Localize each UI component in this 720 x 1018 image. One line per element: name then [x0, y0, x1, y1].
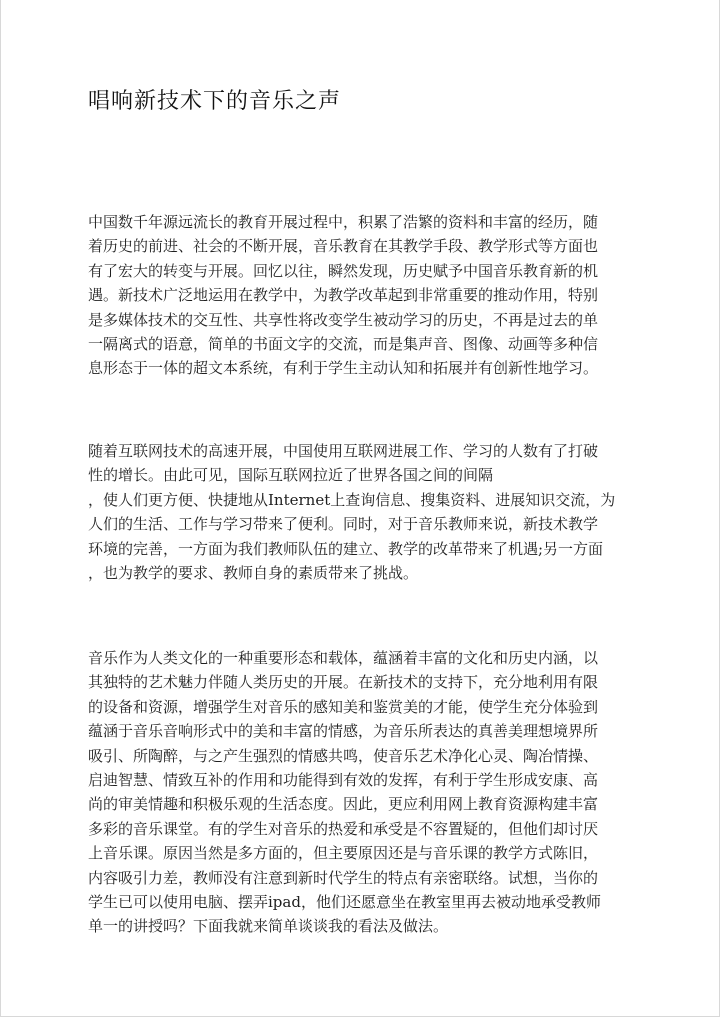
paragraph-line: 中国数千年源远流长的教育开展过程中，积累了浩繁的资料和丰富的经历，随 [88, 213, 599, 231]
document-title: 唱响新技术下的音乐之声 [88, 89, 342, 114]
paragraph-line: 着历史的前进、社会的不断开展，音乐教育在其教学手段、教学形式等方面也 [88, 237, 599, 256]
paragraph-2 [88, 439, 632, 585]
paragraph-line: 尚的审美情趣和积极乐观的生活态度。因此，更应利用网上教育资源构建丰富 [88, 795, 599, 814]
paragraph-line: 音乐作为人类文化的一种重要形态和载体，蕴涵着丰富的文化和历史内涵，以 [88, 649, 599, 667]
paragraph-line: 吸引、所陶醉，与之产生强烈的情感共鸣，使音乐艺术净化心灵、陶冶情操、 [88, 746, 599, 765]
paragraph-line: 性的增长。由此可见，国际互联网拉近了世界各国之间的间隔 [88, 466, 494, 485]
paragraph-line: 有了宏大的转变与开展。回忆以往，瞬然发现，历史赋予中国音乐教育新的机 [88, 261, 599, 280]
paragraph-line: 环境的完善，一方面为我们教师队伍的建立、教学的改革带来了机遇;另一方面 [88, 539, 604, 558]
paragraph-line: 是多媒体技术的交互性、共享性将改变学生被动学习的历史，不再是过去的单 [88, 310, 599, 329]
paragraph-line: ，使人们更方便、快捷地从Internet上查询信息、搜集资料、进展知识交流，为 [88, 490, 616, 509]
paragraph-line: 上音乐课。原因当然是多方面的，但主要原因还是与音乐课的教学方式陈旧， [88, 844, 599, 863]
paragraph-line: 其独特的艺术魅力伴随人类历史的开展。在新技术的支持下，充分地利用有限 [88, 673, 599, 692]
paragraph-line: 蕴涵于音乐音响形式中的美和丰富的情感，为音乐所表达的真善美理想境界所 [88, 722, 599, 741]
paragraph-line: 学生已可以使用电脑、摆弄ipad，他们还愿意坐在教室里再去被动地承受教师 [88, 893, 601, 912]
paragraph-line: 随着互联网技术的高速开展，中国使用互联网进展工作、学习的人数有了打破 [88, 442, 599, 460]
paragraph-line: 息形态于一体的超文本系统，有利于学生主动认知和拓展并有创新性地学习。 [88, 359, 599, 378]
paragraph-1 [88, 210, 632, 381]
paragraph-line: 人们的生活、工作与学习带来了便利。同时，对于音乐教师来说，新技术教学 [88, 515, 599, 534]
paragraph-line: 单一的讲授吗？下面我就来简单谈谈我的看法及做法。 [88, 917, 449, 936]
paragraph-line: 遇。新技术广泛地运用在教学中，为教学改革起到非常重要的推动作用，特别 [88, 286, 599, 305]
paragraph-line: 内容吸引力差，教师没有注意到新时代学生的特点有亲密联络。试想，当你的 [88, 868, 599, 887]
paragraph-line: 多彩的音乐课堂。有的学生对音乐的热爱和承受是不容置疑的，但他们却讨厌 [88, 819, 599, 838]
paragraph-line: 一隔离式的语意，简单的书面文字的交流，而是集声音、图像、动画等多种信 [88, 335, 599, 354]
paragraph-line: 启迪智慧、情致互补的作用和功能得到有效的发挥，有利于学生形成安康、高 [88, 771, 599, 790]
paragraph-line: 的设备和资源，增强学生对音乐的感知美和鉴赏美的才能，使学生充分体验到 [88, 697, 599, 716]
paragraph-line: ，也为教学的要求、教师自身的素质带来了挑战。 [88, 564, 419, 583]
paragraph-3 [88, 646, 632, 939]
